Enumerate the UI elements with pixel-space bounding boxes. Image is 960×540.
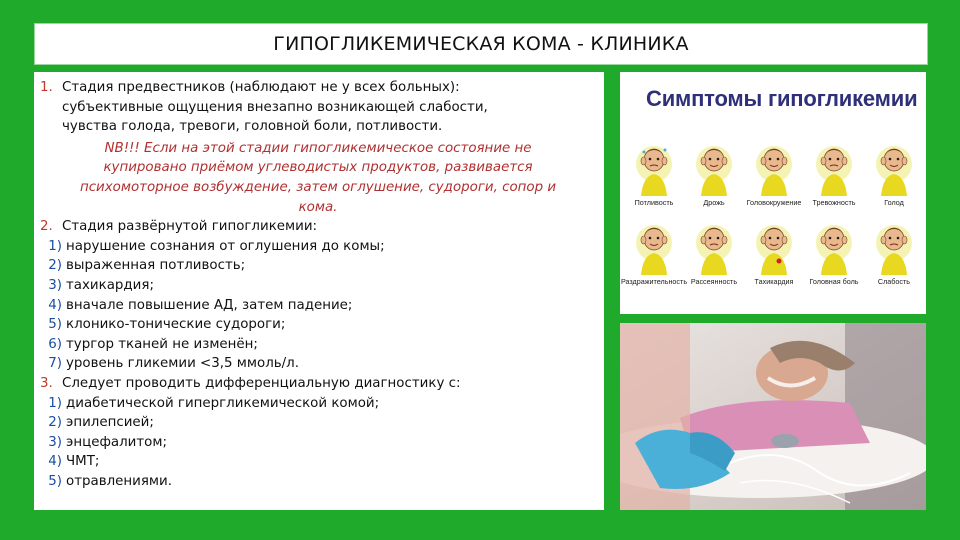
stage-1-line-3: чувства голода, тревоги, головной боли, потливости. <box>62 119 443 135</box>
symptom-label: Головокружение <box>746 198 802 207</box>
symptom-figure <box>684 134 744 207</box>
list-item: 5) отравлениями. <box>48 473 172 489</box>
symptoms-grid <box>620 134 924 286</box>
list-item: 3) энцефалитом; <box>48 434 167 450</box>
symptom-label: Головная боль <box>809 277 859 286</box>
list-item: 4) вначале повышение АД, затем падение; <box>48 297 353 313</box>
stage-2-heading: Стадия развёрнутой гипогликемии: <box>62 219 318 235</box>
list-item: 6) тургор тканей не изменён; <box>48 336 258 352</box>
patient-photo-illustration <box>620 323 926 510</box>
symptom-cartoon-icon <box>809 213 859 275</box>
symptom-cartoon-icon <box>689 213 739 275</box>
symptom-cartoon-icon <box>809 134 859 196</box>
list-item: 7) уровень гликемии <3,5 ммоль/л. <box>48 356 299 372</box>
symptom-cartoon-icon <box>749 213 799 275</box>
symptom-label: Дрожь <box>703 198 725 207</box>
stage-2 <box>40 217 596 237</box>
symptom-label: Потливость <box>634 198 674 207</box>
symptom-figure <box>744 213 804 286</box>
symptom-figure <box>684 213 744 286</box>
symptom-figure <box>864 213 924 286</box>
nb-note-line-4: кома. <box>298 199 338 215</box>
symptom-cartoon-icon <box>629 134 679 196</box>
symptom-cartoon-icon <box>689 134 739 196</box>
symptoms-title: Симптомы гипогликемии <box>646 86 918 111</box>
stage-3-number: 3. <box>40 375 53 391</box>
stage-1-line-1: Стадия предвестников (наблюдают не у всех больных): <box>62 80 460 95</box>
title-box <box>34 23 928 65</box>
nb-note-line-3: психомоторное возбуждение, затем оглушение, судороги, сопор и <box>79 179 557 195</box>
symptom-figure <box>804 134 864 207</box>
text-panel <box>34 72 604 510</box>
symptom-label: Раздражительность <box>620 277 688 286</box>
list-item: 3) тахикардия; <box>48 277 154 293</box>
stage-3-heading: Следует проводить дифференциальную диагностику с: <box>62 375 461 391</box>
symptom-label: Слабость <box>877 277 911 286</box>
nb-note-line-2: купировано приёмом углеводистых продуктов, развивается <box>103 160 533 176</box>
stage-2-number: 2. <box>40 219 53 235</box>
symptom-cartoon-icon <box>749 134 799 196</box>
stage-1-line-2: субъективные ощущения внезапно возникающей слабости, <box>62 99 488 115</box>
symptom-figure <box>744 134 804 207</box>
symptom-cartoon-icon <box>869 134 919 196</box>
stage-2-list <box>40 237 596 374</box>
symptom-label: Голод <box>884 198 904 207</box>
stage-3 <box>40 374 596 394</box>
symptom-figure <box>864 134 924 207</box>
list-item: 5) клонико-тонические судороги; <box>48 317 286 333</box>
symptom-cartoon-icon <box>869 213 919 275</box>
stage-1 <box>40 78 596 137</box>
patient-photo <box>620 323 926 510</box>
nb-note <box>40 139 596 217</box>
stage-3-list <box>40 394 596 492</box>
symptom-label: Тахикардия <box>754 277 794 286</box>
symptom-figure <box>804 213 864 286</box>
stage-1-number: 1. <box>40 80 53 95</box>
symptom-label: Тревожность <box>812 198 856 207</box>
list-item: 1) диабетической гипергликемической комой; <box>48 395 380 411</box>
symptom-label: Рассеянность <box>690 277 738 286</box>
symptoms-panel <box>620 72 926 314</box>
list-item: 2) выраженная потливость; <box>48 258 246 274</box>
slide-title: ГИПОГЛИКЕМИЧЕСКАЯ КОМА - КЛИНИКА <box>273 33 689 55</box>
symptom-figure <box>624 134 684 207</box>
nb-note-line-1: NB!!! Если на этой стадии гипогликемическое состояние не <box>104 140 532 156</box>
list-item: 1) нарушение сознания от оглушения до комы; <box>48 238 385 254</box>
symptom-figure <box>620 213 688 286</box>
list-item: 4) ЧМТ; <box>48 454 100 470</box>
symptom-cartoon-icon <box>629 213 679 275</box>
list-item: 2) эпилепсией; <box>48 415 154 431</box>
